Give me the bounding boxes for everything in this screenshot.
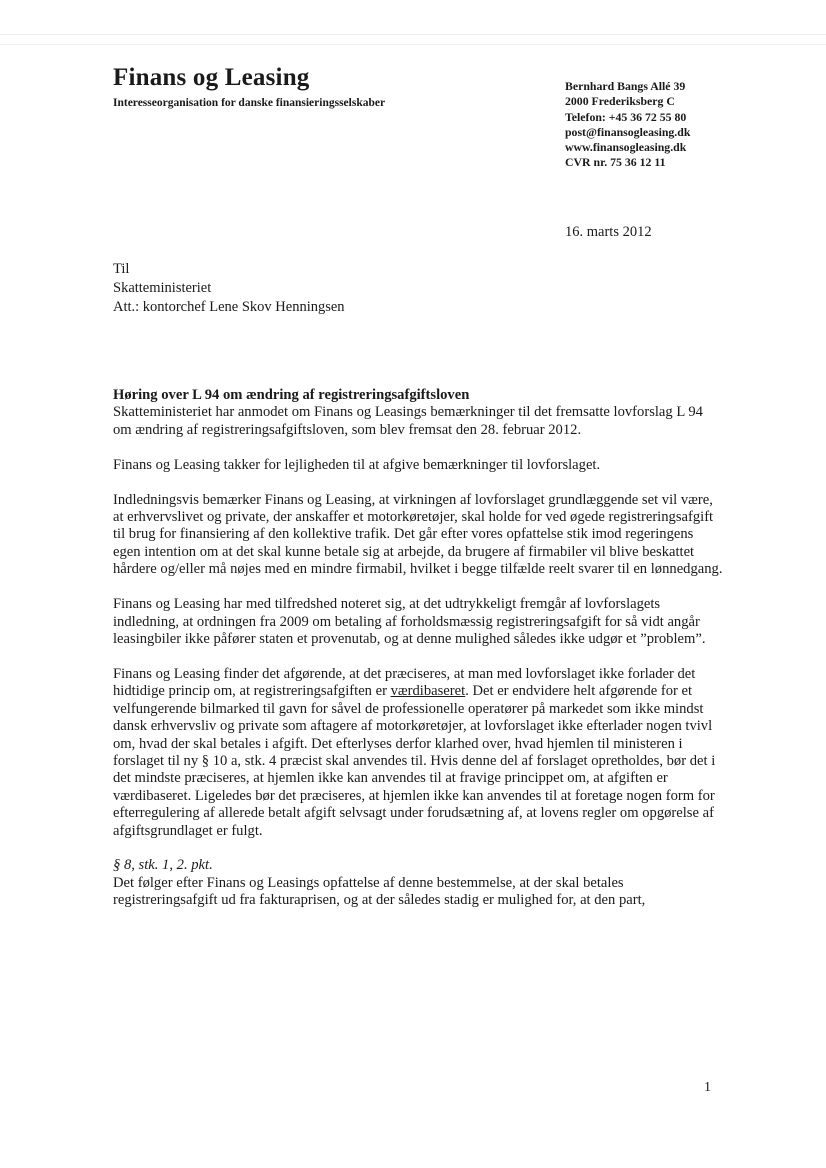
paragraph-gap xyxy=(113,579,723,597)
address-phone: Telefon: +45 36 72 55 80 xyxy=(565,109,687,124)
section-heading: § 8, stk. 1, 2. pkt. xyxy=(113,857,213,874)
paragraph-gap xyxy=(113,474,723,492)
letter-date: 16. marts 2012 xyxy=(565,224,652,240)
paragraph-text: . Det er endvidere helt afgørende for et velfungerende bilmarked til gavn for såvel de professionelle operatører på markedet som ikke mindst dansk erhvervsliv og private som aftagere af motorkøretøjer, at lovforslaget ikke efterlader nogen tvivl om, hvad der skal betales i afgift. Det efterlyses derfor klarhed over, hvad hjemlen til ministeren i forslaget til ny § 10 a, stk. 4 præcist skal anvendes til. Hvis denne del af forslaget opretholdes, bør det i det mindste præciseres, at hjemlen ikke kan anvendes til at fravige princippet om, at afgiften er værdibaseret. Ligeledes bør det præciseres, at hjemlen ikke kan anvendes til at foretage nogen form for efterregulering af allerede betalt afgift selvsagt under forudsætning af, at lovens regler om opgørelse af afgiftsgrundlaget er fulgt. xyxy=(113,683,716,839)
scan-artifact-line xyxy=(0,34,826,35)
address-website: www.finansogleasing.dk xyxy=(565,140,687,155)
paragraph-value-principle xyxy=(113,666,723,840)
address-cvr: CVR nr. 75 36 12 11 xyxy=(565,155,666,170)
address-email: post@finansogleasing.dk xyxy=(565,124,691,139)
recipient-block xyxy=(113,260,345,317)
paragraph-initial-remarks: Indledningsvis bemærker Finans og Leasing, at virkningen af lovforslaget grundlæggende set vil være, at erhvervslivet og private, der anskaffer et motorkøretøjer, skal holde for ved øgede registreringsafgift til brug for finansiering af den kollektive trafik. Det går efter vores opfattelse stik imod regeringens egen intention om at det skal kunne betale sig at arbejde, da brugere af firmabiler vil blive beskattet hårdere og/eller må nøjes med en mindre firmabil, hvilket i begge tilfælde reelt svarer til en lønnedgang. xyxy=(113,491,723,578)
paragraph-satisfaction: Finans og Leasing har med tilfredshed noteret sig, at det udtrykkeligt fremgår af lovforslagets indledning, at ordningen fra 2009 om betaling af forholdsmæssig registreringsafgift for så vidt angår leasingbiler ikke påfører staten et provenutab, og at denne mulighed således ikke udgør et ”problem”. xyxy=(113,596,706,647)
recipient-to: Til xyxy=(113,261,130,277)
org-name: Finans og Leasing xyxy=(113,64,310,91)
paragraph-text: Finans og Leasing finder det afgørende, at det præciseres, at man med lovforslaget ikke forlader det hidtidige princip om, at registreringsafgiften er xyxy=(113,665,696,700)
paragraph-section-8: Det følger efter Finans og Leasings opfattelse af denne bestemmelse, at der skal betales registreringsafgift ud fra fakturaprisen, og at der således stadig er mulighed for, at den part, xyxy=(113,874,646,909)
paragraph-thanks: Finans og Leasing takker for lejligheden til at afgive bemærkninger til lovforslaget. xyxy=(113,456,601,473)
letter-subject: Høring over L 94 om ændring af registreringsafgiftsloven xyxy=(113,387,470,403)
paragraph-gap xyxy=(113,840,723,858)
paragraph-gap xyxy=(113,648,723,666)
paragraph-intro: Skatteministeriet har anmodet om Finans og Leasings bemærkninger til det fremsatte lovforslag L 94 om ændring af registreringsafgiftsloven, som blev fremsat den 28. februar 2012. xyxy=(113,404,703,438)
letter-body xyxy=(113,387,723,910)
org-subtitle: Interesseorganisation for danske finansieringsselskaber xyxy=(113,97,386,109)
underlined-term: værdibaseret xyxy=(390,683,466,700)
address-postal: 2000 Frederiksberg C xyxy=(565,94,675,109)
paragraph-gap xyxy=(113,439,723,457)
recipient-attention: Att.: kontorchef Lene Skov Henningsen xyxy=(113,299,345,315)
recipient-ministry: Skatteministeriet xyxy=(113,280,212,296)
sender-address-block xyxy=(565,79,690,171)
page-number: 1 xyxy=(704,1080,711,1095)
address-street: Bernhard Bangs Allé 39 xyxy=(565,79,686,93)
scan-artifact-line xyxy=(0,44,826,45)
